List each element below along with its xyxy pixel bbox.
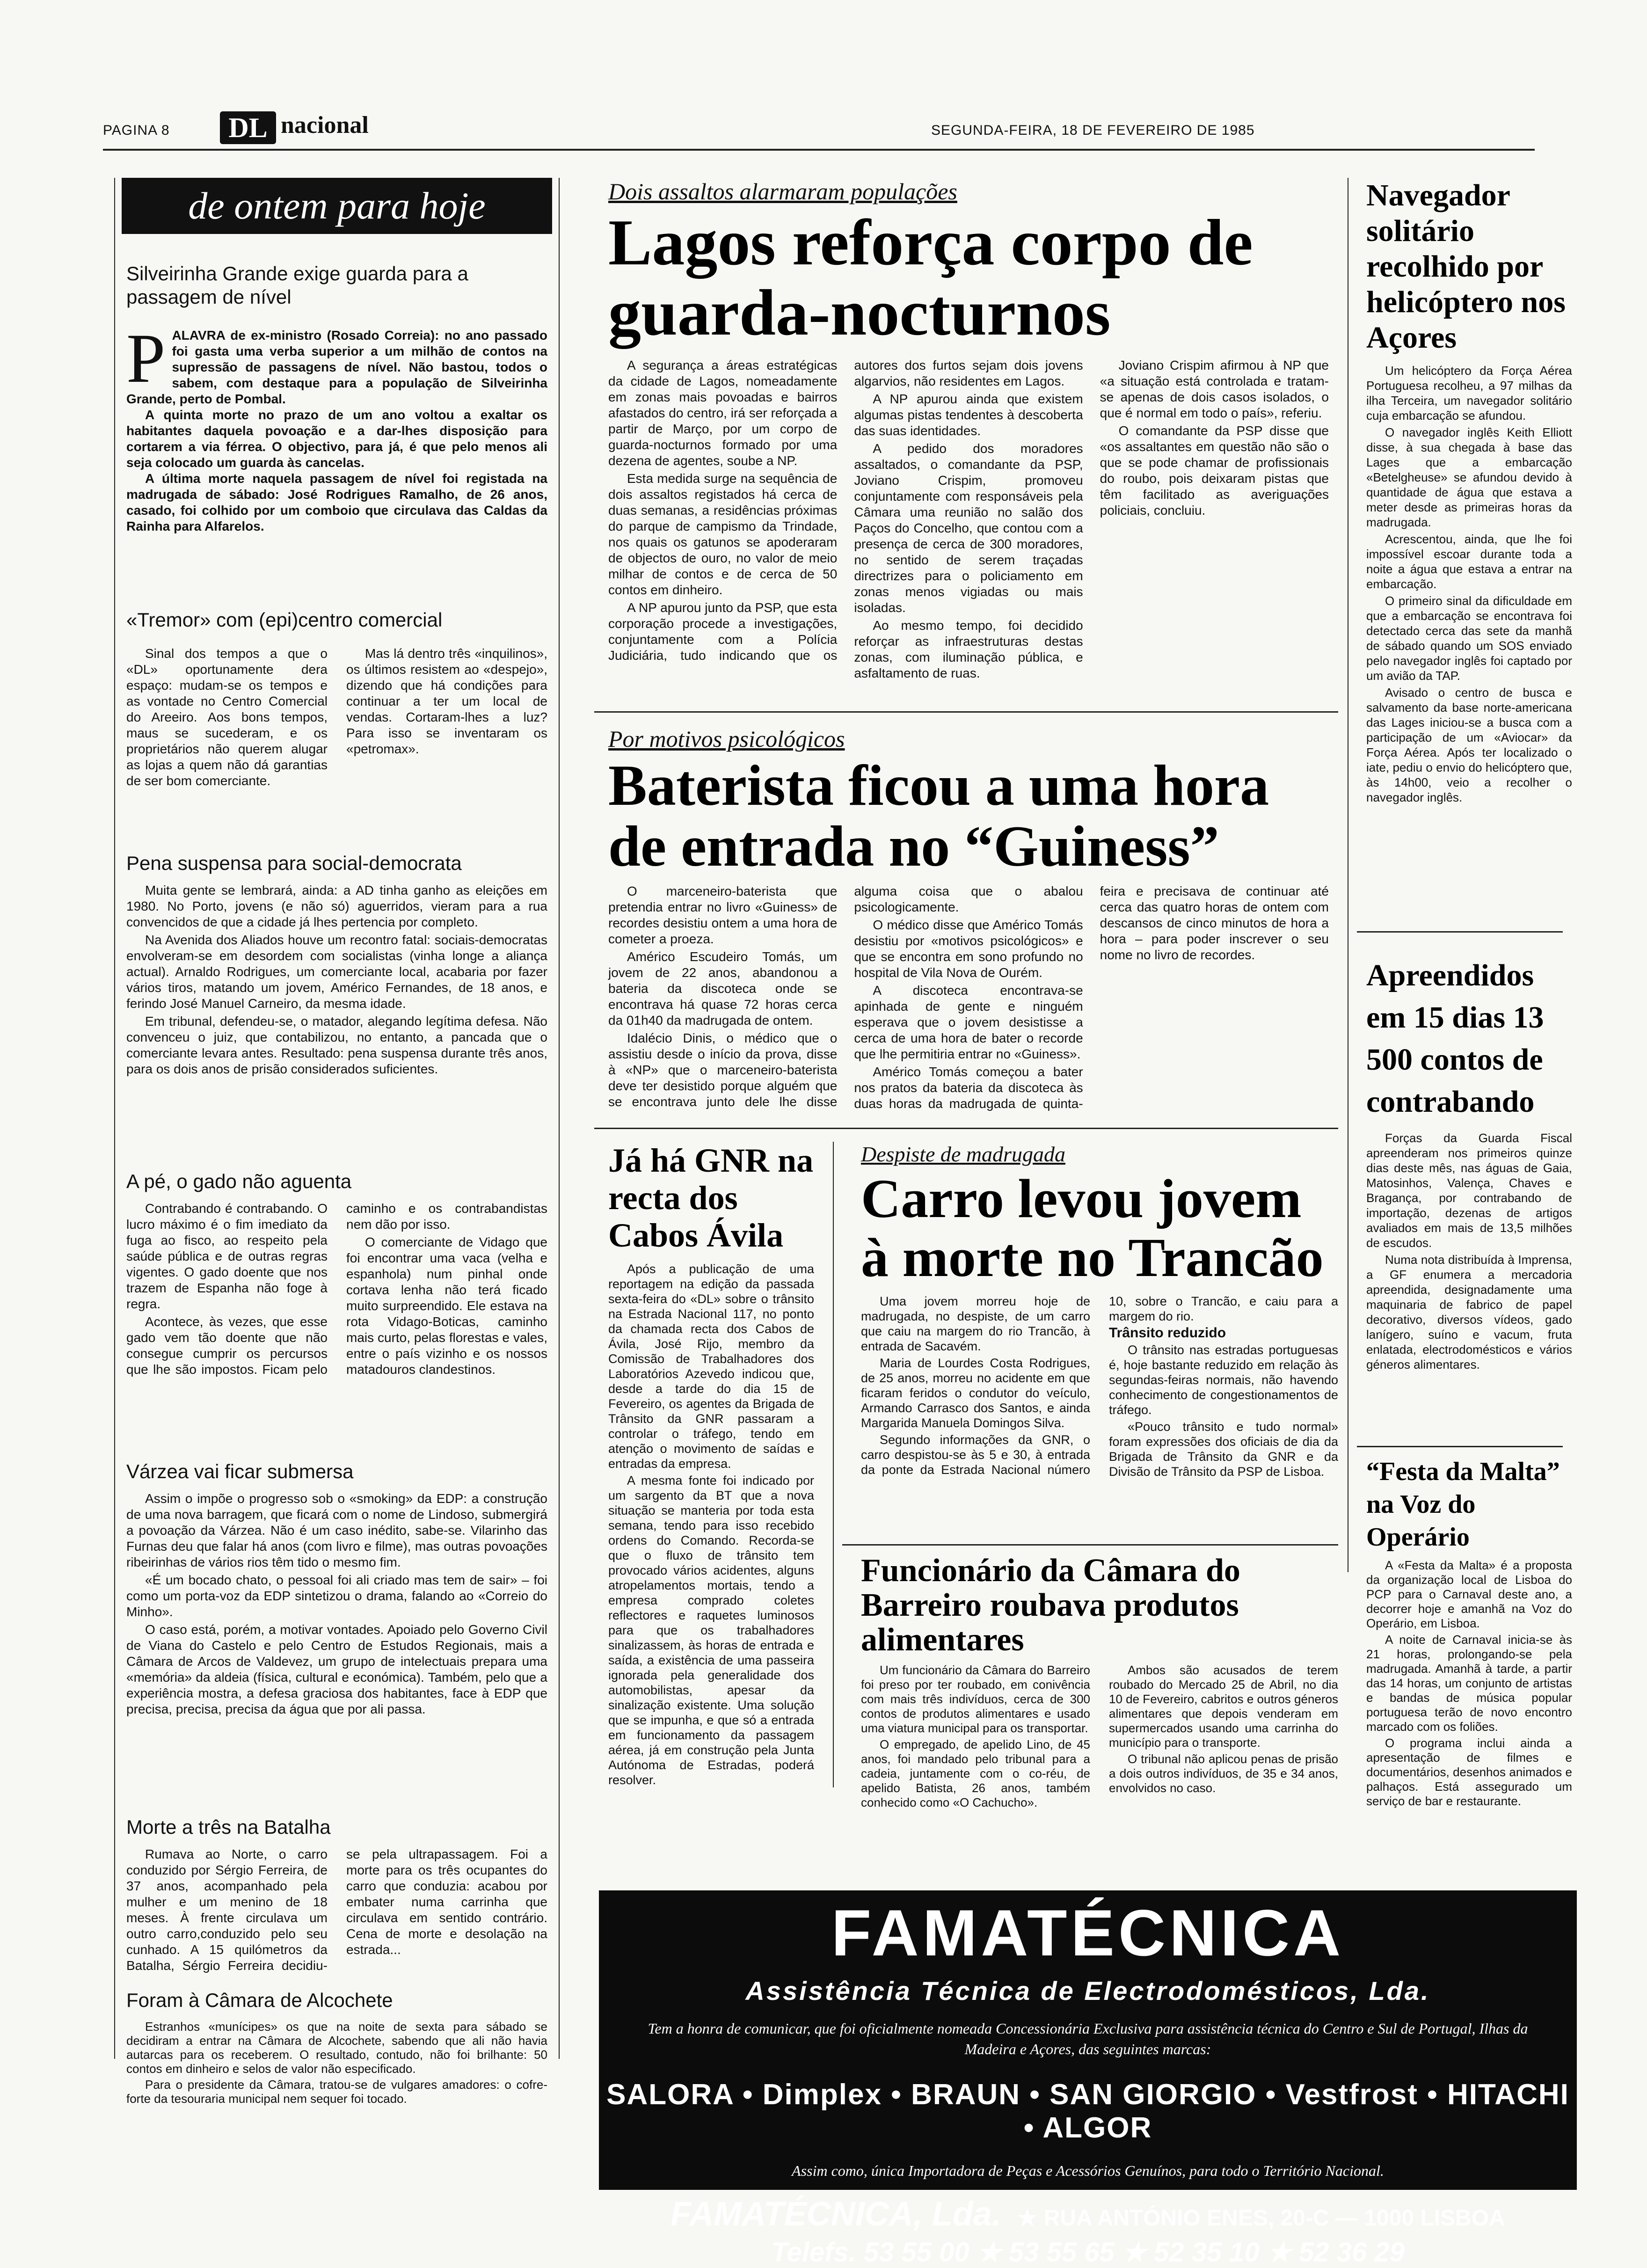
paragraph: Maria de Lourdes Costa Rodrigues, de 25 anos, morreu no acidente em que ficaram feridos o condutor do veículo, Armando Carrasco dos Santos, e ainda Margarida Manuela Domingos Silva. [861, 1356, 1090, 1430]
paragraph: Segundo informações da GNR, o carro despistou-se às 5 e 30, à entrada da ponte da Estrada Nacional número 10, sobre o Trancão, e caiu para a margem do rio. [861, 1294, 1338, 1477]
article-lagos [608, 178, 1329, 694]
paragraph: A pedido dos moradores assaltados, o comandante da PSP, Joviano Crispim, promoveu conjuntamente com responsáveis pela Câmara uma reunião no salão dos Paços do Concelho, que contou com a presença de cerca de 300 moradores, no sentido de serem traçadas directrizes para o policiamento em zonas menos vigiadas ou mais isoladas. [854, 441, 1083, 615]
section-rule [842, 1544, 1338, 1546]
section-rule [1357, 1446, 1563, 1447]
paragraph: Uma jovem morreu hoje de madrugada, no despiste, de um carro que caiu na margem do rio Trancão, à entrada de Sacavém. [861, 1294, 1090, 1353]
brief-alcochete [126, 1989, 547, 2108]
paragraph: Américo Tomás começou a bater nos pratos da bateria da discoteca às duas horas da madrugada de quinta-feira e precisava de continuar até cerca das quatro horas de ontem com descansos de cinco minutos de hora a hora – para poder inscrever o seu nome no livro de recordes. [854, 884, 1329, 1111]
headline: Já há GNR na recta dos Cabos Ávila [608, 1142, 814, 1254]
paragraph: O marceneiro-baterista que pretendia entrar no livro «Guiness» de recordes desistiu ontem a uma hora de cometer a proeza. [608, 884, 838, 946]
brief-gado [126, 1170, 547, 1378]
brief-title: A pé, o gado não aguenta [126, 1170, 352, 1192]
brief-title: Morte a três na Batalha [126, 1816, 331, 1838]
paragraph: Américo Escudeiro Tomás, um jovem de 22 anos, abandonou a bateria da discoteca onde se encontrava há quase 72 horas cerca da 01h40 da madrugada de ontem. [608, 949, 838, 1028]
article-funcionario [861, 1553, 1338, 1810]
paragraph: Ao mesmo tempo, foi decidido reforçar as infraestruturas destas zonas, com iluminação pública, e asfaltamento de ruas. [854, 618, 1083, 680]
headline: “Festa da Malta” na Voz do Operário [1366, 1457, 1560, 1552]
section-rule [594, 1128, 1338, 1129]
brief-paragraph: Em tribunal, defendeu-se, o matador, alegando legítima defesa. Não convenceu o juiz, que contabilizou, no entanto, a pancada que o comerciante levara antes. Resultado: pena suspensa durante três anos, para os dois anos de prisão considerados suficientes. [126, 1014, 547, 1076]
paragraph: Numa nota distribuída à Imprensa, a GF enumera a mercadoria apreendida, designadamente uma maquinaria de fabrico de papel decorativo, diversos vídeos, gado lanígero, suíno e vacum, fruta enlatada, electrodomésticos e vários géneros alimentares. [1366, 1253, 1572, 1371]
brief-paragraph: O caso está, porém, a motivar vontades. Apoiado pelo Governo Civil de Viana do Castelo e pelo Centro de Estudos Regionais, mais a Câmara de Arcos de Valdevez, um grupo de intelectuais prepara uma «memória» da aldeia (física, cultural e económica). Também, pelo que a experiência mostra, a defesa graciosa dos habitantes, face à EDP que precisa, precisa, precisa da água que por ali passa. [126, 1622, 547, 1716]
paragraph: O trânsito nas estradas portuguesas é, hoje bastante reduzido em relação às segundas-feiras normais, não havendo conhecimento de congestionamentos de tráfego. [1109, 1343, 1338, 1417]
brief-paragraph: Assim o impõe o progresso sob o «smoking» da EDP: a construção de uma nova barragem, que ficará com o nome de Lindoso, submergirá a povoação da Várzea. Não é um caso inédito, sabe-se. Vilarinho das Furnas deu que falar há anos (com livro e filme), mas outras povoações ribeirinhas de vários rios têm tido o mesmo fim. [126, 1491, 547, 1569]
ad-title: FAMATÉCNICA [831, 1896, 1345, 1969]
brief-paragraph: «É um bocado chato, o pessoal foi ali criado mas tem de sair» – foi como um porta-voz da EDP sintetizou o drama, falando ao «Correio do Minho». [126, 1573, 547, 1619]
brief-paragraph: Muita gente se lembrará, ainda: a AD tinha ganho as eleições em 1980. No Porto, jovens (e não só) aguerridos, vieram para a rua convencidos de que a cidade já lhes pertencia por completo. [126, 883, 547, 929]
paragraph: Joviano Crispim afirmou à NP que «a situação está controlada e tratam-se apenas de dois casos isolados, o que é normal em todo o país», referiu. [1100, 358, 1329, 420]
paragraph: A segurança a áreas estratégicas da cidade de Lagos, nomeadamente em zonas mais povoadas e bairros afastados do centro, irá ser reforçada a partir de Março, por um corpo de guarda-nocturnos formado por uma dezena de agentes, soube a NP. [608, 358, 838, 468]
brief-paragraph: A quinta morte no prazo de um ano voltou a exaltar os habitantes daquela povoação e a dar-lhes disposição para cortarem a via férrea. O objectivo, para já, é que pelo menos ali seja colocado um guarda às cancelas. [126, 408, 547, 470]
paragraph: Forças da Guarda Fiscal apreenderam nos primeiros quinze dias deste mês, nas águas de Gaia, Matosinhos, Valença, Chaves e Bragança, por contrabando de importação, dezenas de artigos avaliados em mais de 13,5 milhões de escudos. [1366, 1131, 1572, 1250]
brief-paragraph: Contrabando é contrabando. O lucro máximo é o fim imediato da fuga ao fisco, ao respeito pela saúde pública e de outras regras vigentes. O gado doente que nos trazem de Espanha não foge à regra. [126, 1201, 328, 1311]
paragraph: A «Festa da Malta» é a proposta da organização local de Lisboa do PCP para o Carnaval deste ano, a decorrer hoje e amanhã na Voz do Operário, em Lisboa. [1366, 1558, 1572, 1630]
ad-address-line [599, 2195, 1577, 2233]
article-baterista [608, 725, 1329, 1117]
paragraph: O tribunal não aplicou penas de prisão a dois outros indivíduos, de 35 e 34 anos, envolvidos no caso. [1109, 1752, 1338, 1795]
dl-logo: DL [220, 111, 276, 144]
paragraph: O empregado, de apelido Lino, de 45 anos, foi mandado pelo tribunal para a cadeia, juntamente com o co-réu, de apelido Batista, 26 anos, também conhecido como «O Cachucho». [861, 1737, 1090, 1809]
paragraph: O médico disse que Américo Tomás desistiu por «motivos psicológicos» e que se encontra em sono profundo no hospital de Vila Nova de Ourém. [854, 918, 1083, 980]
kicker: Dois assaltos alarmaram populações [608, 178, 957, 204]
brief-silveirinha [126, 262, 547, 534]
section-rule [594, 711, 1338, 713]
paragraph: Avisado o centro de busca e salvamento da base norte-americana das Lages iniciou-se a busca com a participação de um «Aviocar» da Força Aérea. Após ter localizado o iate, pediu o envio do helicóptero que, às 14h00, veio a recolher o navegador inglês. [1366, 686, 1572, 804]
brief-paragraph: ALAVRA de ex-ministro (Rosado Correia): no ano passado foi gasta uma verba superior a um milhão de contos na supressão de passagens de nível. Não bastou, todos o sabem, com destaque para a população de Silveirinha Grande, perto de Pombal. [126, 328, 547, 406]
brief-title: Várzea vai ficar submersa [126, 1460, 354, 1482]
paragraph: Um helicóptero da Força Aérea Portuguesa recolheu, a 97 milhas da ilha Terceira, um navegador solitário cuja embarcação se afundou. [1366, 364, 1572, 423]
brief-paragraph: A última morte naquela passagem de nível foi registada na madrugada de sábado: José Rodrigues Ramalho, de 26 anos, casado, foi colhido por um comboio que circulava das Caldas da Rainha para Alfarelos. [126, 471, 547, 533]
brief-paragraph: Acontece, às vezes, que esse gado vem tão doente que não consegue cumprir os percursos que lhe são impostos. Ficam pelo caminho e os contrabandistas nem dão por isso. [126, 1201, 547, 1377]
headline: Navegador solitário recolhido por helicóptero nos Açores [1366, 178, 1566, 355]
paragraph: Esta medida surge na sequência de dois assaltos registados há cerca de duas semanas, a residências próximas do parque de campismo da Trindade, nos quais os gatunos se apoderaram de objectos de ouro, no valor de meio milhar de contos e de cerca de 50 contos em dinheiro. [608, 471, 838, 597]
ad-company: FAMATÉCNICA, Lda. [670, 2195, 1001, 2233]
article-gnr [608, 1142, 814, 1789]
ad-brands: SALORA • Dimplex • BRAUN • SAN GIORGIO • Vestfrost • HITACHI • ALGOR [606, 2078, 1569, 2144]
page-date: SEGUNDA-FEIRA, 18 DE FEVEREIRO DE 1985 [931, 123, 1255, 138]
ad-phones: Telefs. 53 55 00 ★ 53 55 65 ★ 52 35 10 ★ 52 36 29 [771, 2237, 1405, 2268]
paragraph: A discoteca encontrava-se apinhada de gente e ninguém esperava que o jovem desistisse a cerca de uma hora de bater o recorde que lhe permitiria entrar no «Guiness». [854, 983, 1083, 1061]
headline: Baterista ficou a uma hora de entrada no “Guiness” [608, 753, 1269, 878]
brief-title: Pena suspensa para social-democrata [126, 852, 462, 874]
article-apreendidos [1366, 955, 1572, 1374]
headline: Apreendidos em 15 dias 13 500 contos de contrabando [1366, 958, 1544, 1119]
subhead: Trânsito reduzido [1109, 1325, 1226, 1341]
column-banner: de ontem para hoje [122, 178, 552, 234]
article-carro [861, 1142, 1338, 1490]
paragraph: Ambos são acusados de terem roubado do Mercado 25 de Abril, no dia 10 de Fevereiro, cabritos e outros géneros alimentares que depois venderam em supermercados usando uma carrinha do município para o transporte. [1109, 1663, 1338, 1750]
header-rule [103, 149, 1535, 151]
left-border [114, 178, 115, 2059]
headline: Carro levou jovem à morte no Trancão [861, 1168, 1324, 1288]
headline: Lagos reforça corpo de guarda-nocturnos [608, 206, 1253, 349]
section-rule [1357, 931, 1563, 933]
ad-text: Tem a honra de comunicar, que foi oficialmente nomeada Concessionária Exclusiva para assistência técnica do Centro e Sul de Portugal, Ilhas da Madeira e Açores, das seguintes marcas: [648, 2020, 1528, 2057]
paragraph: A NP apurou ainda que existem algumas pistas tendentes à descoberta das suas identidades. [854, 392, 1083, 438]
brief-paragraph: Mas lá dentro três «inquilinos», os últimos resistem ao «despejo», dizendo que há condições para continuar a ter um local de vendas. Cortaram-lhes a luz? Para isso se inventaram os «petromax». [346, 646, 547, 756]
paragraph: Idalécio Dinis, o médico que o assistiu desde o início da prova, disse à «NP» que o marceneiro-baterista deve ter desistido porque alguém que se encontrava junto dele lhe disse alguma coisa que o abalou psicologicamente. [608, 884, 1083, 1109]
ad-address: ★ RUA ANTÓNIO ENES, 20-C — 1000 LISBOA [1017, 2206, 1505, 2231]
brief-paragraph: Estranhos «munícipes» os que na noite de sexta para sábado se decidiram a entrar na Câmara de Alcochete, sabendo que ali não havia autarcas para os receberem. O resultado, contudo, não foi brilhante: 50 contos em dinheiro e selos de valor não especificado. [126, 2020, 547, 2076]
brief-paragraph: Para o presidente da Câmara, tratou-se de vulgares amadores: o cofre-forte da tesouraria municipal nem sequer foi tocado. [126, 2078, 547, 2106]
paragraph: A noite de Carnaval inicia-se às 21 horas, prolongando-se pela madrugada. Amanhã à tarde, a partir das 14 horas, um conjunto de artistas e bandas de música popular portuguesa terão de novo encontro marcado com os foliões. [1366, 1633, 1572, 1734]
paragraph: A mesma fonte foi indicado por um sargento da BT que a nova situação se manteria por toda esta semana, tendo para isso recebido ordens do Comando. Recorda-se que o fluxo de trânsito tem provocado vários acidentes, alguns atropelamentos mortais, tendo a empresa comprado coletes reflectores e raquetes luminosos para que os trabalhadores sinalizassem, às horas de entrada e saída, a existência de uma passeira ignorada pela generalidade dos automobilistas, apesar da sinalização existente. Uma solução que se impunha, e que só a entrada em funcionamento da passagem aérea, já em construção pela Junta Autónoma de Estradas, poderá resolver. [608, 1473, 814, 1787]
brief-title: Silveirinha Grande exige guarda para a passagem de nível [126, 263, 468, 308]
paragraph: Um funcionário da Câmara do Barreiro foi preso por ter roubado, em conivência com mais três indivíduos, cerca de 300 contos de produtos alimentares e usado uma viatura municipal para os transportar. [861, 1663, 1090, 1735]
article-navegador [1366, 178, 1572, 807]
paragraph: O primeiro sinal da dificuldade em que a embarcação se encontrava foi detectado cerca das sete da manhã de sábado quando um SOS enviado pelo navegador inglês foi captado por um avião da TAP. [1366, 594, 1572, 683]
brief-varzea [126, 1460, 547, 1719]
section-name: nacional [281, 112, 369, 139]
paragraph: Após a publicação de uma reportagem na edição da passada sexta-feira do «DL» sobre o trânsito na Estrada Nacional 117, no ponto da chamada recta dos Cabos de Ávila, José Rijo, membro da Comissão de Trabalhadores dos Laboratórios Azevedo indicou que, desde a tarde do dia 15 de Fevereiro, os agentes da Brigada de Trânsito da GNR passaram a controlar o tráfego, tendo em atenção o movimento de saídas e entradas da empresa. [608, 1262, 814, 1471]
paragraph: O navegador inglês Keith Elliott disse, à sua chegada à base das Lages que a embarcação «Betelgheuse» se afundou devido à quantidade de água que estava a meter desde as primeiras horas da madrugada. [1366, 425, 1572, 529]
brief-paragraph: O comerciante de Vidago que foi encontrar uma vaca (velha e espanhola) num pinhal onde cortava lenha não terá ficado muito surpreendido. Ele estava na rota Vidago-Boticas, caminho mais curto, pelas florestas e vales, entre o país vizinho e os nossos matadouros clandestinos. [346, 1235, 547, 1377]
paragraph: O programa inclui ainda a apresentação de filmes e documentários, desenhos animados e palhaços. Está assegurado um serviço de bar e restaurante. [1366, 1736, 1572, 1808]
famatecnica-ad [599, 1890, 1577, 2268]
paragraph: O comandante da PSP disse que «os assaltantes em questão não são o que se pode chamar de profissionais do roubo, pois deixaram pistas que têm facilitado as averiguações policiais, concluiu. [1100, 423, 1329, 518]
brief-paragraph: Na Avenida dos Aliados houve um recontro fatal: sociais-democratas envolveram-se em desordem com socialistas (vinha longe a aliança actual). Arnaldo Rodrigues, um comerciante local, acabaria por fazer vários tiros, matando um jovem, Américo Fernandes, de 18 anos, e ferindo José Manuel Carneiro, da mesma idade. [126, 933, 547, 1011]
brief-paragraph: Sinal dos tempos a que o «DL» oportunamente dera espaço: mudam-se os tempos e as vontade no Centro Comercial do Areeiro. Aos bons tempos, maus se sucederam, e os proprietários não querem alugar as lojas a quem não dá garantias de ser bom comerciante. [126, 646, 328, 788]
paragraph: A NP apurou junto da PSP, que esta corporação procede a investigações, conjuntamente com a Polícia Judiciária, tudo indicando que os autores dos furtos sejam dois jovens algarvios, não residentes em Lagos. [608, 358, 1083, 663]
brief-batalha [126, 1816, 547, 1974]
headline: Funcionário da Câmara do Barreiro roubava produtos alimentares [861, 1553, 1240, 1658]
brief-paragraph: Rumava ao Norte, o carro conduzido por Sérgio Ferreira, de 37 anos, acompanhado pela mulher e um menino de 18 meses. À frente circulava um outro carro,conduzido pelo seu cunhado. A 15 quilómetros da Batalha, Sérgio Ferreira decidiu-se pela ultrapassagem. Foi a morte para os três ocupantes do carro que conduzia: acabou por embater numa carrinha que circulava em sentido contrário. Cena de morte e desolação na estrada... [126, 1847, 547, 1973]
ad-text: Assim como, única Importadora de Peças e Acessórios Genuínos, para todo o Território Nacional. [792, 2162, 1384, 2179]
article-festa [1366, 1455, 1572, 1810]
paragraph: «Pouco trânsito e tudo normal» foram expressões dos oficiais de dia da Brigada de Trânsito da GNR e da Divisão de Trânsito da PSP de Lisboa. [1109, 1420, 1338, 1479]
left-column-divider [559, 178, 560, 2059]
brief-title: Foram à Câmara de Alcochete [126, 1989, 393, 2011]
brief-title: «Tremor» com (epi)centro comercial [126, 609, 443, 631]
paragraph: Acrescentou, ainda, que lhe foi impossível escoar durante toda a noite a água que estava a entrar na embarcação. [1366, 532, 1572, 591]
ad-subtitle: Assistência Técnica de Electrodomésticos, Lda. [745, 1976, 1430, 2005]
column-divider [833, 1142, 834, 1787]
brief-tremor [126, 608, 547, 789]
kicker: Despiste de madrugada [861, 1142, 1065, 1166]
kicker: Por motivos psicológicos [608, 726, 845, 752]
dropcap: P [126, 320, 166, 397]
page-number: PAGINA 8 [103, 123, 170, 138]
brief-pena-suspensa [126, 852, 547, 1079]
